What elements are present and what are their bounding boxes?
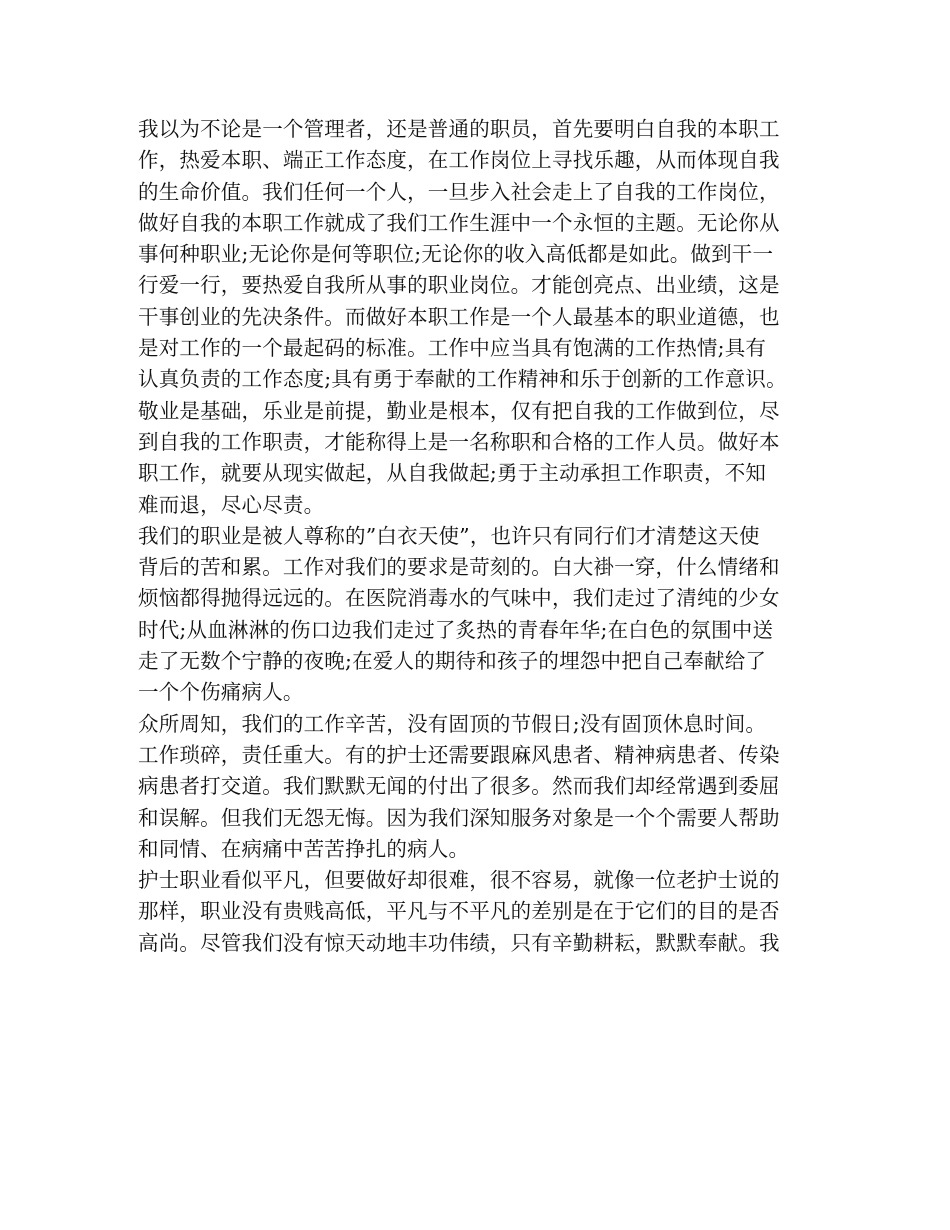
text-line: 病患者打交道。我们默默无闻的付出了很多。然而我们却经常遇到委屈 (138, 774, 780, 799)
text-line: 做好自我的本职工作就成了我们工作生涯中一个永恒的主题。无论你从 (138, 210, 780, 235)
text-line: 我们的职业是被人尊称的”白衣天使”，也许只有同行们才清楚这天使 (138, 523, 760, 548)
text-line: 职工作，就要从现实做起，从自我做起;勇于主动承担工作职责，不知 (138, 461, 767, 486)
text-line: 一个个伤痛病人。 (138, 680, 304, 705)
text-line: 时代;从血淋淋的伤口边我们走过了炙热的青春年华;在白色的氛围中送 (138, 617, 774, 642)
text-line: 行爱一行，要热爱自我所从事的职业岗位。才能创亮点、出业绩，这是 (138, 273, 780, 298)
text-line: 是对工作的一个最起码的标准。工作中应当具有饱满的工作热情;具有 (138, 336, 767, 361)
text-line: 走了无数个宁静的夜晚;在爱人的期待和孩子的埋怨中把自己奉献给了 (138, 649, 767, 674)
text-line: 敬业是基础，乐业是前提，勤业是根本，仅有把自我的工作做到位，尽 (138, 398, 780, 423)
text-line: 作，热爱本职、端正工作态度，在工作岗位上寻找乐趣，从而体现自我 (138, 148, 780, 173)
body-text (138, 114, 818, 959)
text-line: 干事创业的先决条件。而做好本职工作是一个人最基本的职业道德，也 (138, 304, 780, 329)
text-line: 事何种职业;无论你是何等职位;无论你的收入高低都是如此。做到干一 (138, 242, 774, 267)
text-line: 众所周知，我们的工作辛苦，没有固顶的节假日;没有固顶休息时间。 (138, 711, 767, 736)
text-line: 认真负责的工作态度;具有勇于奉献的工作精神和乐于创新的工作意识。 (138, 367, 787, 392)
text-line: 难而退，尽心尽责。 (138, 492, 325, 517)
text-line: 护士职业看似平凡，但要做好却很难，很不容易，就像一位老护士说的 (138, 868, 780, 893)
text-line: 到自我的工作职责，才能称得上是一名称职和合格的工作人员。做好本 (138, 429, 780, 454)
text-line: 我以为不论是一个管理者，还是普通的职员，首先要明白自我的本职工 (138, 117, 780, 141)
text-line: 工作琐碎，责任重大。有的护士还需要跟麻风患者、精神病患者、传染 (138, 742, 780, 767)
text-line: 背后的苦和累。工作对我们的要求是苛刻的。白大褂一穿，什么情绪和 (138, 555, 780, 580)
text-line: 那样，职业没有贵贱高低，平凡与不平凡的差别是在于它们的目的是否 (138, 899, 780, 924)
text-line: 烦恼都得抛得远远的。在医院消毒水的气味中，我们走过了清纯的少女 (138, 586, 780, 611)
text-line: 的生命价值。我们任何一个人，一旦步入社会走上了自我的工作岗位， (138, 179, 780, 204)
text-line: 高尚。尽管我们没有惊天动地丰功伟绩，只有辛勤耕耘，默默奉献。我 (138, 930, 780, 955)
text-line: 和同情、在病痛中苦苦挣扎的病人。 (138, 836, 470, 861)
text-line: 和误解。但我们无怨无悔。因为我们深知服务对象是一个个需要人帮助 (138, 805, 780, 830)
